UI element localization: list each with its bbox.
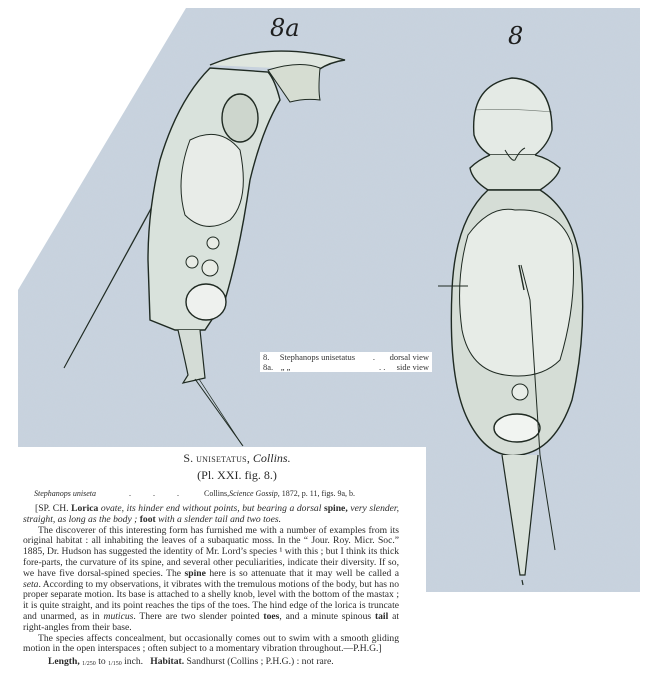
synonymy-line: Stephanops uniseta . . . Collins, Science Gossip , 1872, p. 11, figs. 9a, b. (34, 489, 356, 498)
length-habitat-line: Length, 1/250 to 1/150 inch. Habitat. Sandhurst (Collins ; P.H.G.) : not rare. (48, 656, 334, 668)
caption-row-8a: 8a. „ „ . . side view (263, 361, 429, 372)
plate-reference: (Pl. XXI. fig. 8.) (197, 468, 277, 482)
species-title: S. unisetatus, Collins. (183, 451, 291, 465)
figure-caption-box (260, 352, 432, 372)
description-paragraph-2: The species affects concealment, but occasionally comes out to swim with a smooth gliding motion in the open interspaces ; often subject to a momentary vibration throughout.—P.H.G.] (23, 632, 399, 655)
figure-label-8a: 8a (270, 14, 300, 42)
caption-row-8: 8. Stephanops unisetatus . dorsal view (263, 352, 429, 362)
species-character-paragraph: [SP. CH. Lorica ovate, its hinder end without points, but bearing a dorsal spine, very slender, straight, as long as the body ; foot with a slender tail and two toes. (23, 503, 399, 525)
figure-label-8: 8 (508, 22, 524, 50)
description-paragraph-1: The discoverer of this interesting form has furnished me with a number of examples from its original habitat : all inhabiting the leaves of a subaquatic moss. In the “ Jour. Roy. Micr. Soc.” 1885, Dr. Hudson has suggested the identity of Mr. Lord’s species ¹ with this ; but I think its thick fore-parts, the curvature of its spine, and several other peculiarities, indicate their diversity. If so, we have five dorsal-spined species. The spine here is so attenuate that it may well be called a seta. According to my observations, it vibrates with the tremulous motions of the body, but has no proper separate motion. Its base is attached to a shelly knob, level with the bottom of the mastax ; it is quite straight, and its point reaches the tips of the toes. The hind edge of the lorica is truncate and unarmed, as in muticus. There are two slender pointed toes, and a minute spinous tail at right-angles from their base. (23, 524, 399, 633)
species-description (18, 447, 426, 670)
